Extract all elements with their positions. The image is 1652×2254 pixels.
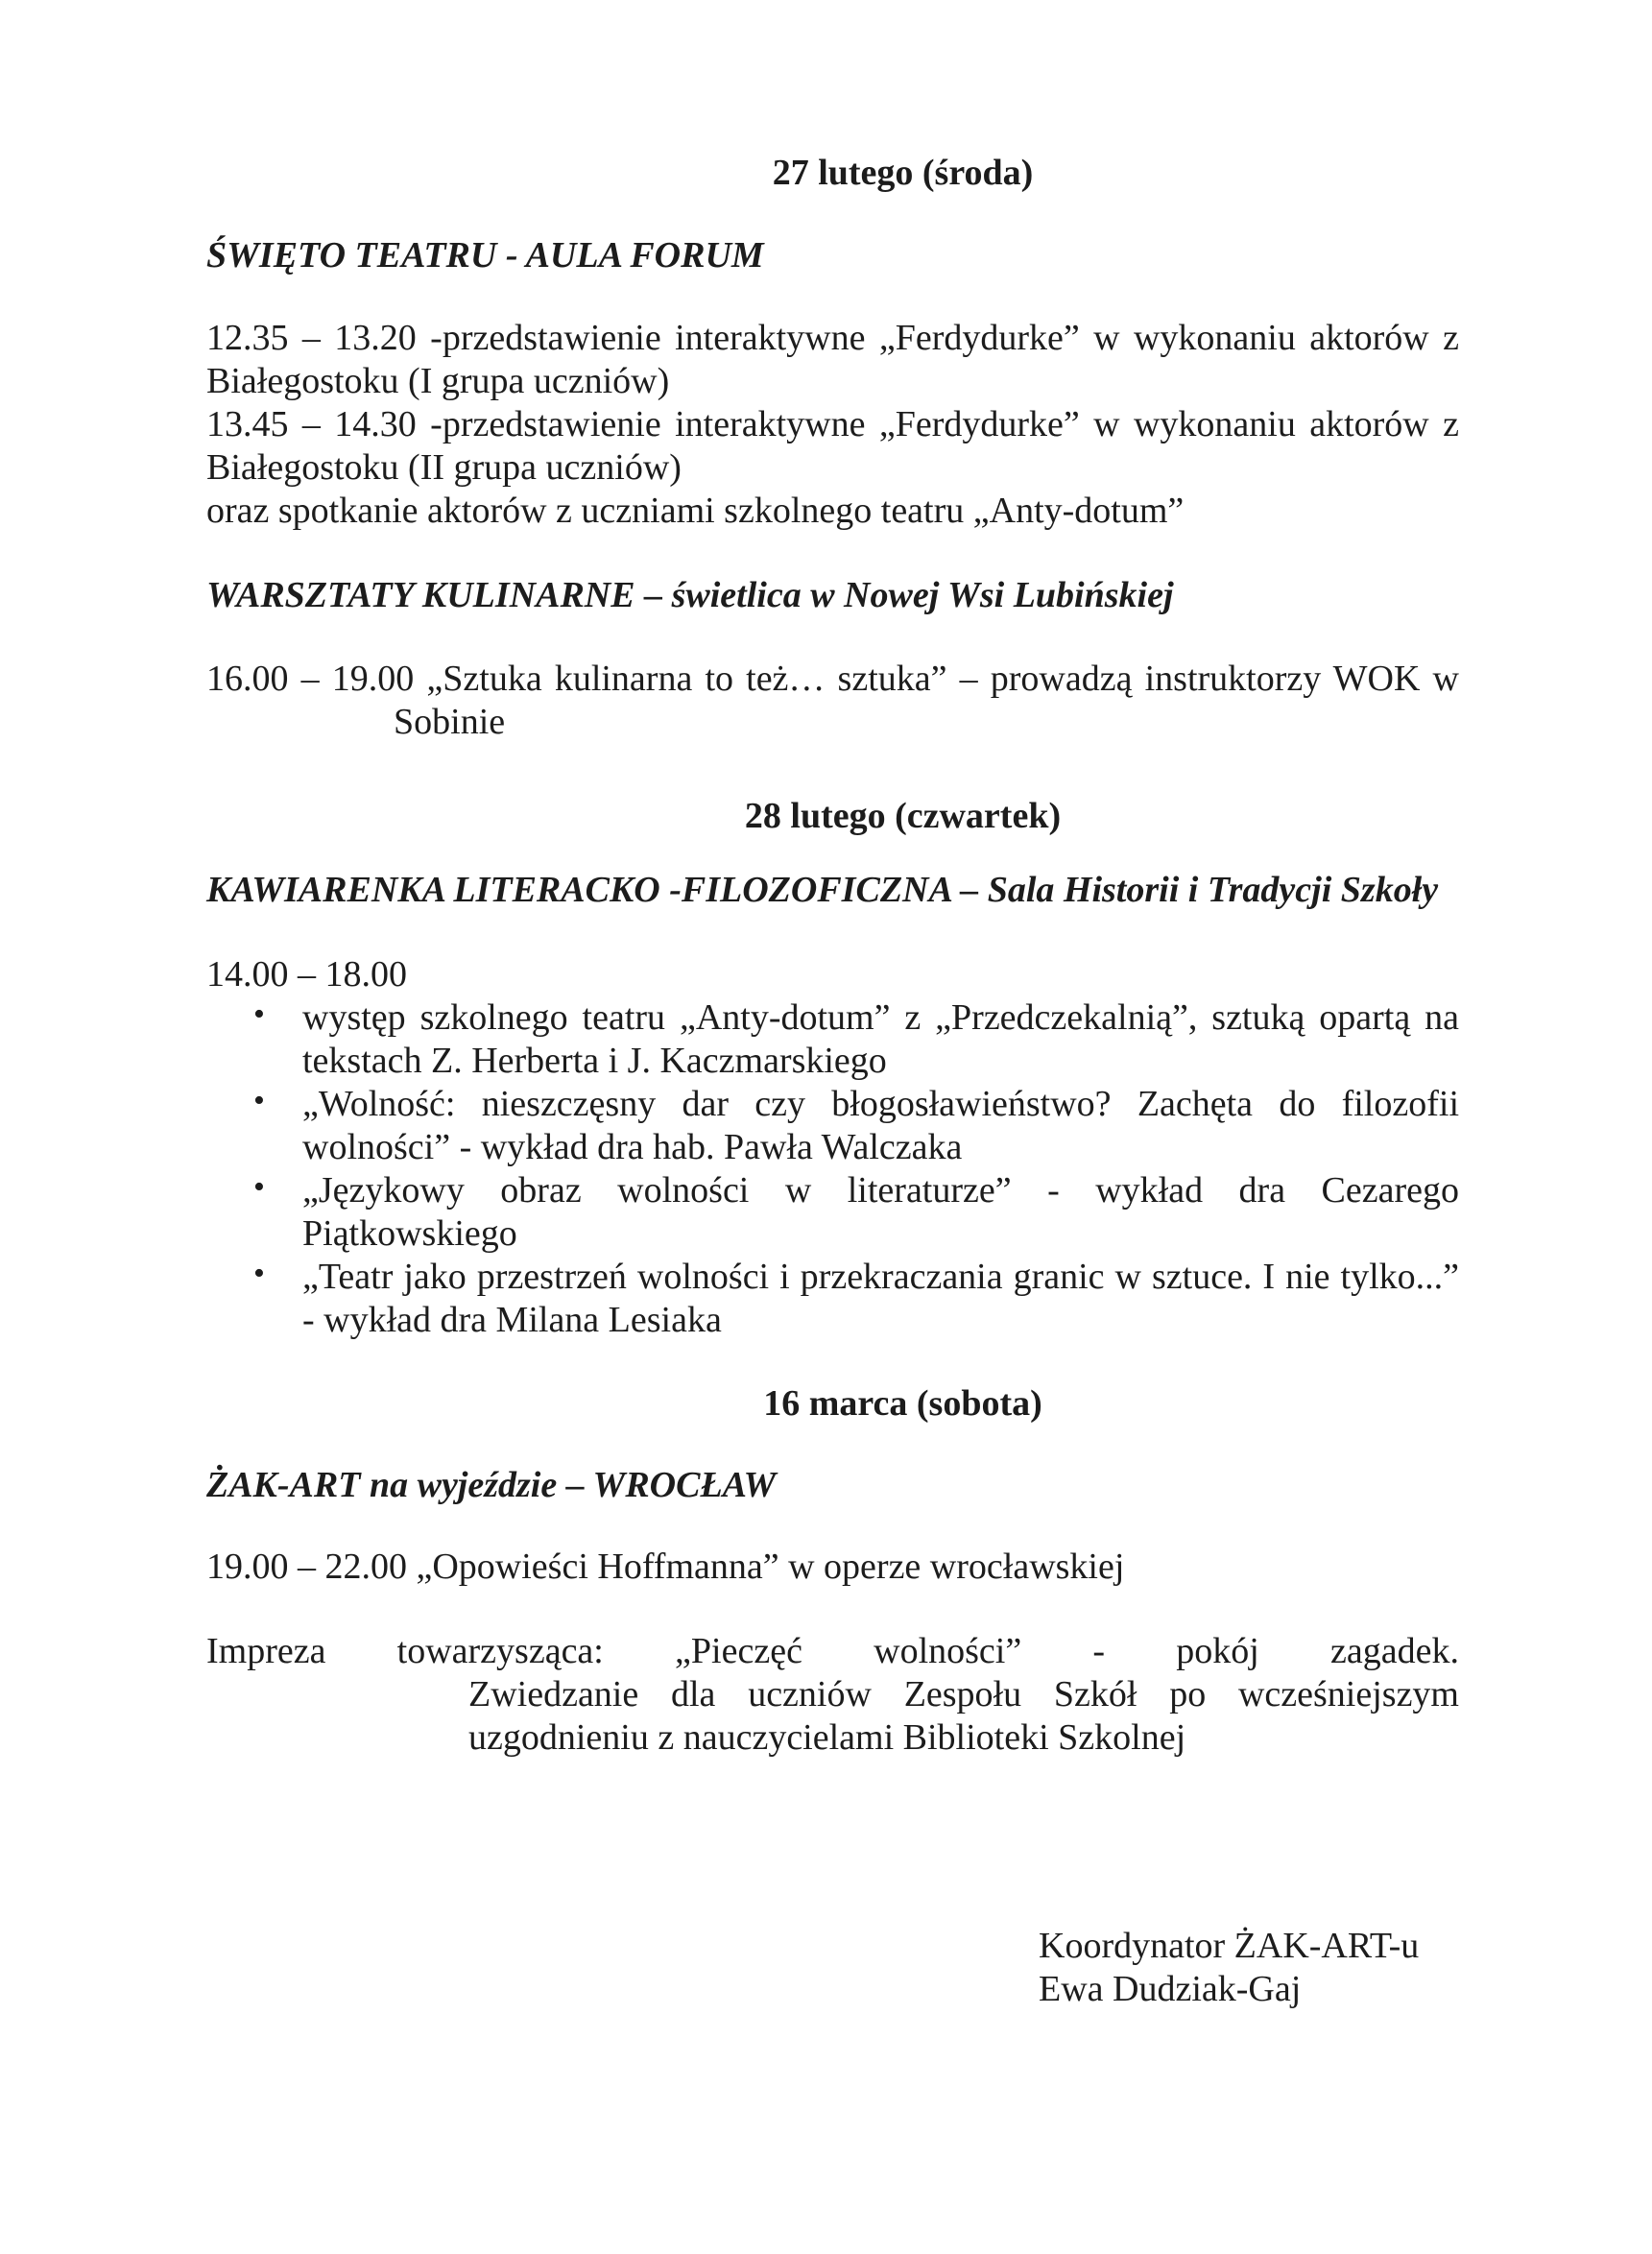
list-item: występ szkolnego teatru „Anty-dotum” z „Przedczekalnią”, sztuką opartą na <box>302 997 1459 1038</box>
section-title-kawiarenka: KAWIARENKA LITERACKO -FILOZOFICZNA – Sala Historii i Tradycji Szkoły <box>206 870 1439 910</box>
program-line: Białegostoku (II grupa uczniów) <box>206 447 682 488</box>
program-line: 19.00 – 22.00 „Opowieści Hoffmanna” w operze wrocławskiej <box>206 1547 1125 1587</box>
signature-role: Koordynator ŻAK-ART-u <box>1039 1926 1420 1966</box>
list-item: tekstach Z. Herberta i J. Kaczmarskiego <box>302 1041 887 1081</box>
list-item: „Językowy obraz wolności w literaturze” - wykład dra Cezarego <box>302 1170 1459 1211</box>
list-item: Piątkowskiego <box>302 1213 517 1254</box>
bullet-icon: • <box>253 1256 265 1291</box>
bullet-icon: • <box>253 996 265 1032</box>
section-title-zak-art-wroclaw: ŻAK-ART na wyjeździe – WROCŁAW <box>206 1465 777 1505</box>
program-line: 13.45 – 14.30 -przedstawienie interaktywne „Ferdydurke” w wykonaniu aktorów z <box>206 404 1459 444</box>
bullet-icon: • <box>253 1169 265 1205</box>
date-heading-28-feb: 28 lutego (czwartek) <box>744 796 1062 836</box>
signature-name: Ewa Dudziak-Gaj <box>1039 1969 1302 2009</box>
program-line: 12.35 – 13.20 -przedstawienie interaktywne „Ferdydurke” w wykonaniu aktorów z <box>206 318 1459 358</box>
side-event-line: Impreza towarzysząca: „Pieczęć wolności” - pokój zagadek. <box>206 1631 1459 1671</box>
side-event-line: uzgodnieniu z nauczycielami Biblioteki Szkolnej <box>468 1717 1186 1758</box>
list-item: „Wolność: nieszczęsny dar czy błogosławieństwo? Zachęta do filozofii <box>302 1084 1459 1124</box>
section-title-warsztaty-kulinarne: WARSZTATY KULINARNE – świetlica w Nowej Wsi Lubińskiej <box>206 575 1174 615</box>
program-line: 16.00 – 19.00 „Sztuka kulinarna to też… sztuka” – prowadzą instruktorzy WOK w <box>206 659 1459 699</box>
side-event-line: Zwiedzanie dla uczniów Zespołu Szkół po wcześniejszym <box>468 1674 1459 1714</box>
date-heading-16-mar: 16 marca (sobota) <box>763 1383 1042 1424</box>
program-line: Sobinie <box>394 702 506 742</box>
date-heading-27-feb: 27 lutego (środa) <box>772 153 1034 193</box>
bullet-icon: • <box>253 1083 265 1118</box>
list-item: wolności” - wykład dra hab. Pawła Walczaka <box>302 1127 963 1167</box>
program-time: 14.00 – 18.00 <box>206 954 407 995</box>
program-line: oraz spotkanie aktorów z uczniami szkolnego teatru „Anty-dotum” <box>206 491 1185 531</box>
program-line: Białegostoku (I grupa uczniów) <box>206 361 670 401</box>
list-item: - wykład dra Milana Lesiaka <box>302 1300 722 1340</box>
list-item: „Teatr jako przestrzeń wolności i przekraczania granic w sztuce. I nie tylko...” <box>302 1257 1459 1297</box>
section-title-swieto-teatru: ŚWIĘTO TEATRU - AULA FORUM <box>206 235 764 276</box>
